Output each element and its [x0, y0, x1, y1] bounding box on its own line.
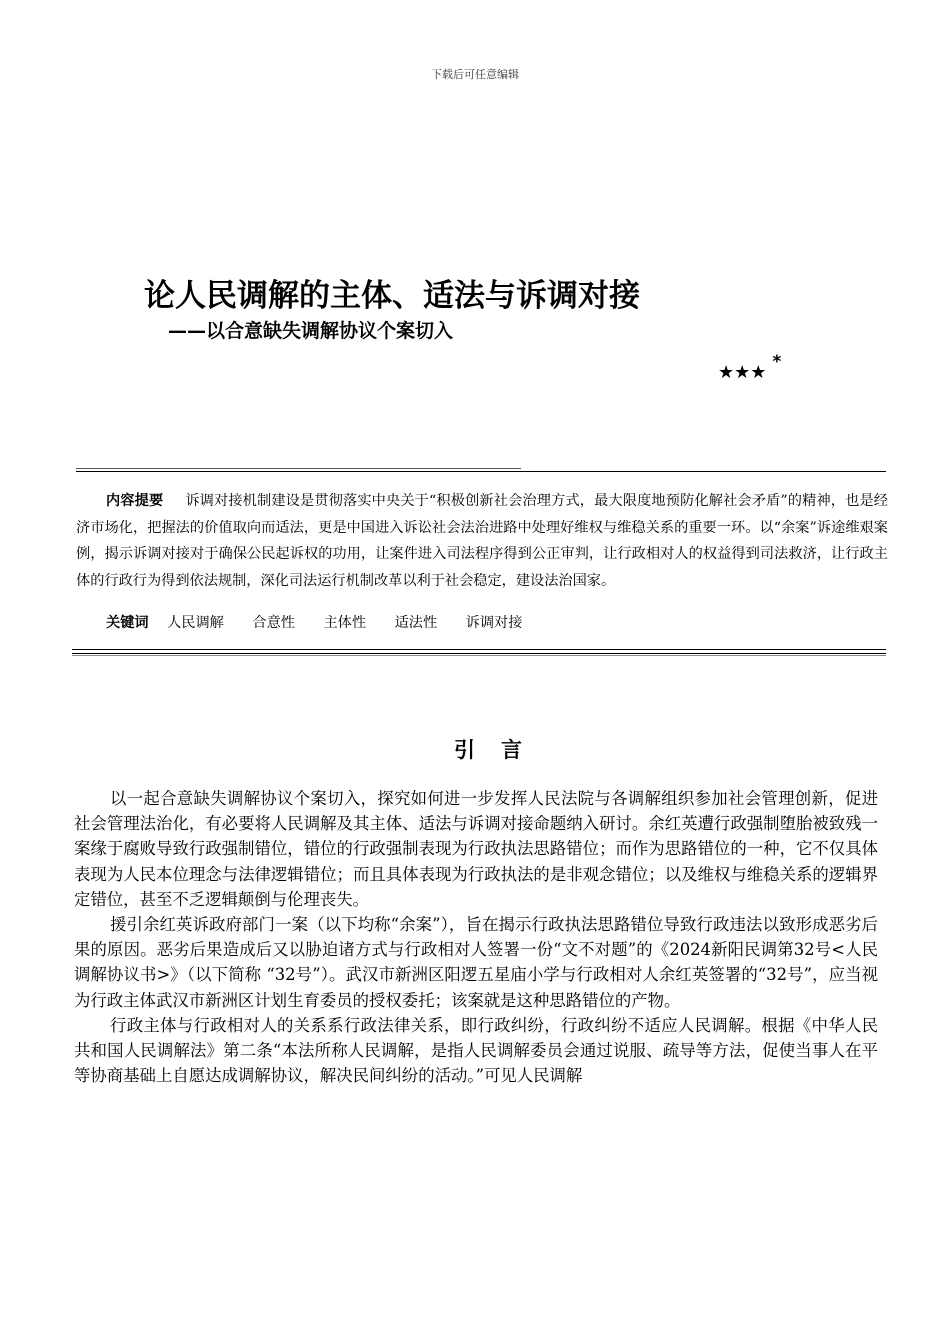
divider-top [76, 471, 886, 472]
paper-subtitle: ——以合意缺失调解协议个案切入 [168, 320, 454, 342]
keywords-line [106, 612, 546, 632]
divider-bottom-thin [72, 655, 886, 656]
header-note: 下载后可任意编辑 [431, 68, 519, 81]
author-line [718, 352, 782, 383]
body-text [74, 786, 878, 1088]
abstract-paragraph [76, 488, 888, 594]
section-heading: 引言 [454, 738, 548, 762]
abstract-text: 诉调对接机制建设是贯彻落实中央关于“积极创新社会治理方式，最大限度地预防化解社会矛盾”的精神，也是经济市场化，把握法的价值取向而适法，更是中国进入诉讼社会法治进路中处理好维权与维稳关系的重要一环。以“余案”诉途维艰案例，揭示诉调对接对于确保公民起诉权的功用，让案件进入司法程序得到公正审判，让行政相对人的权益得到司法救济，让行政主体的行政行为得到依法规制，深化司法运行机制改革以利于社会稳定，建设法治国家。 [76, 493, 888, 589]
body-paragraph: 行政主体与行政相对人的关系系行政法律关系，即行政纠纷，行政纠纷不适应人民调解。根据《中华人民共和国人民调解法》第二条“本法所称人民调解，是指人民调解委员会通过说服、疏导等方法，促使当事人在平等协商基础上自愿达成调解协议，解决民间纠纷的活动。”可见人民调解 [74, 1015, 878, 1086]
keyword-item: 人民调解 [167, 615, 224, 631]
divider-short [76, 468, 521, 469]
body-paragraph: 以一起合意缺失调解协议个案切入，探究如何进一步发挥人民法院与各调解组织参加社会管理创新，促进社会管理法治化，有必要将人民调解及其主体、适法与诉调对接命题纳入研讨。余红英遭行政强制堕胎被致残一案缘于腐败导致行政强制错位，错位的行政强制表现为行政执法思路错位；而作为思路错位的一种，它不仅具体表现为人民本位理念与法律逻辑错位；而且具体表现为行政执法的是非观念错位；以及维权与维稳关系的逻辑界定错位，甚至不乏逻辑颠倒与伦理丧失。 [74, 789, 878, 909]
divider-bottom [72, 649, 886, 654]
keyword-item: 主体性 [323, 615, 367, 631]
author-name: ★★★ [718, 362, 767, 383]
abstract-label: 内容提要 [106, 493, 164, 509]
abstract-block [76, 488, 888, 594]
keyword-item: 适法性 [394, 615, 438, 631]
author-footnote-mark: * [772, 352, 782, 372]
keyword-item: 合意性 [252, 615, 295, 631]
keywords-label: 关键词 [106, 615, 149, 631]
body-paragraph: 援引余红英诉政府部门一案（以下均称“余案”），旨在揭示行政执法思路错位导致行政违法以致形成恶劣后果的原因。恶劣后果造成后又以胁迫诸方式与行政相对人签署一份“文不对题”的《2024新阳民调第32号<人民调解协议书>》（以下简称 “32号”）。武汉市新洲区阳逻五星庙小学与行政相对人余红英签署的“32号”，应当视为行政主体武汉市新洲区计划生育委员的授权委托；该案就是这种思路错位的产物。 [74, 915, 878, 1010]
keyword-item: 诉调对接 [465, 615, 523, 631]
paper-title: 论人民调解的主体、适法与诉调对接 [144, 278, 640, 314]
